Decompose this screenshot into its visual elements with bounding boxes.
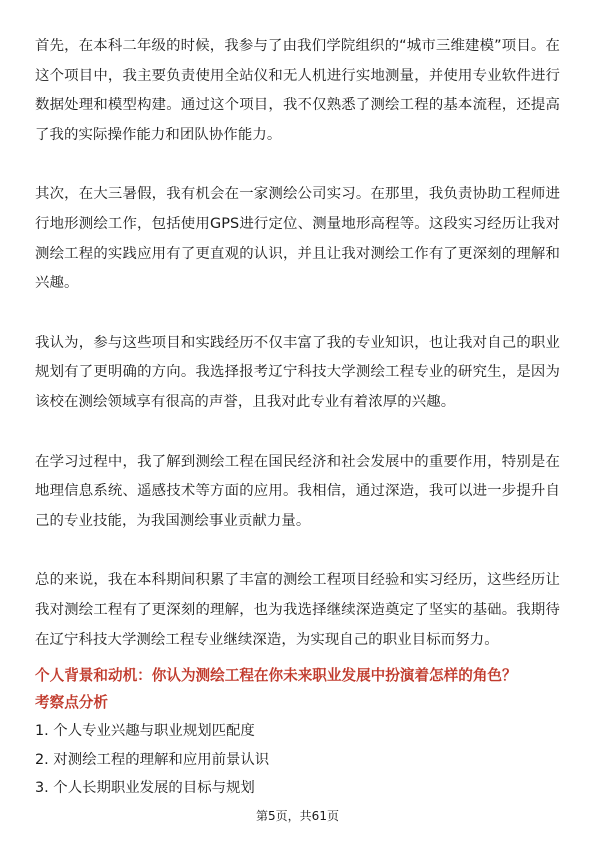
page-content bbox=[35, 32, 560, 803]
list-item: 3. 个人长期职业发展的目标与规划 bbox=[35, 780, 255, 797]
paragraph-summary: 总的来说，我在本科期间积累了丰富的测绘工程项目经验和实习经历，这些经历让我对测绘工程有了更深刻的理解，也为我选择继续深造奠定了坚实的基础。我期待在辽宁科技大学测绘工程专业继续深造，为实现自己的职业目标而努力。 bbox=[35, 572, 560, 648]
paragraph-project: 首先，在本科二年级的时候，我参与了由我们学院组织的“城市三维建模”项目。在这个项目中，我主要负责使用全站仪和无人机进行实地测量，并使用专业软件进行数据处理和模型构建。通过这个项目，我不仅熟悉了测绘工程的基本流程，还提高了我的实际操作能力和团队协作能力。 bbox=[35, 38, 560, 143]
paragraph-internship: 其次，在大三暑假，我有机会在一家测绘公司实习。在那里，我负责协助工程师进行地形测绘工作，包括使用GPS进行定位、测量地形高程等。这段实习经历让我对测绘工程的实践应用有了更直观的认识，并且让我对测绘工作有了更深刻的理解和兴趣。 bbox=[35, 186, 560, 292]
analysis-list bbox=[35, 717, 560, 803]
analysis-title: 考察点分析 bbox=[35, 694, 108, 712]
paragraph-motivation: 我认为，参与这些项目和实践经历不仅丰富了我的专业知识，也让我对自己的职业规划有了更明确的方向。我选择报考辽宁科技大学测绘工程专业的研究生，是因为该校在测绘领域享有很高的声誉，且我对此专业有着浓厚的兴趣。 bbox=[35, 334, 560, 410]
list-item: 1. 个人专业兴趣与职业规划匹配度 bbox=[35, 723, 255, 740]
list-item: 2. 对测绘工程的理解和应用前景认识 bbox=[35, 751, 270, 768]
interview-question: 个人背景和动机：你认为测绘工程在你未来职业发展中扮演着怎样的角色？ bbox=[35, 667, 517, 685]
paragraph-learning: 在学习过程中，我了解到测绘工程在国民经济和社会发展中的重要作用，特别是在地理信息系统、遥感技术等方面的应用。我相信，通过深造，我可以进一步提升自己的专业技能，为我国测绘事业贡献力量。 bbox=[35, 453, 560, 529]
page-number-footer: 第5页，共61页 bbox=[256, 809, 339, 823]
